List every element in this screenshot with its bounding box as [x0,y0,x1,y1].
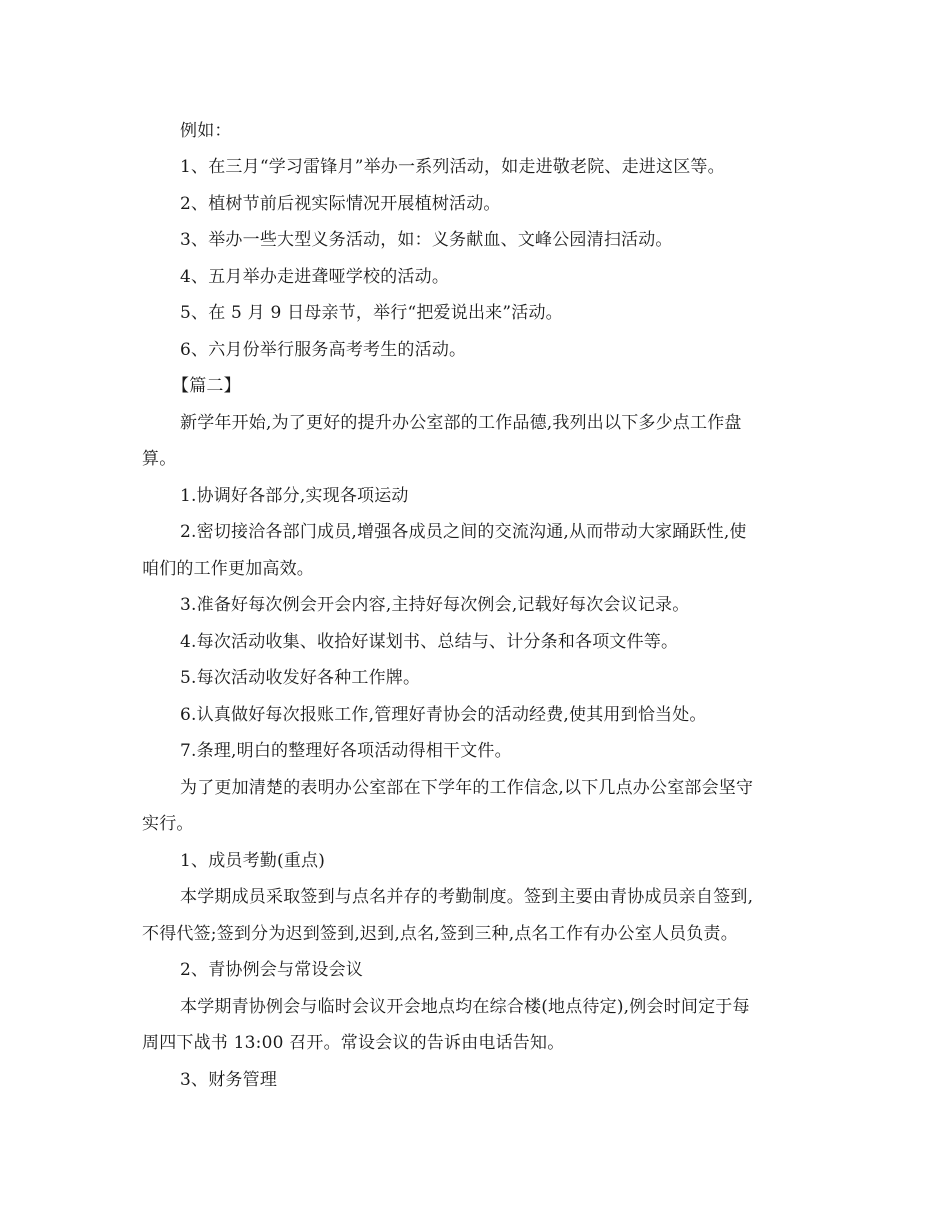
list-item: 2.密切接洽各部门成员,增强各成员之间的交流沟通,从而带动大家踊跃性,使 [180,522,747,542]
list-item: 3、举办一些大型义务活动，如：义务献血、文峰公园清扫活动。 [180,230,673,250]
subsection-heading: 1、成员考勤(重点) [180,851,326,871]
list-item: 7.条理,明白的整理好各项活动得相干文件。 [180,741,512,761]
list-item: 5、在 5 月 9 日母亲节，举行“把爱说出来”活动。 [180,303,563,323]
list-item: 3.准备好每次例会开会内容,主持好每次例会,记载好每次会议记录。 [180,595,690,615]
subsection-heading: 3、财务管理 [180,1070,278,1090]
list-item: 6.认真做好每次报账工作,管理好青协会的活动经费,使其用到恰当处。 [180,705,707,725]
paragraph-line: 本学期成员采取签到与点名并存的考勤制度。签到主要由青协成员亲自签到, [180,887,754,907]
paragraph-line: 本学期青协例会与临时会议开会地点均在综合楼(地点待定),例会时间定于每 [180,997,750,1017]
text-line: 例如： [180,121,232,141]
subsection-heading: 2、青协例会与常设会议 [180,960,364,980]
list-item: 6、六月份举行服务高考考生的活动。 [180,340,467,360]
paragraph-line: 实行。 [142,814,194,834]
paragraph-line: 新学年开始,为了更好的提升办公室部的工作品德,我列出以下多少点工作盘 [180,413,742,433]
paragraph-line: 为了更加清楚的表明办公室部在下学年的工作信念,以下几点办公室部会坚守 [180,778,754,798]
list-item: 5.每次活动收发好各种工作牌。 [180,668,421,688]
list-item: 4.每次活动收集、收拾好谋划书、总结与、计分条和各项文件等。 [180,632,679,652]
paragraph-line: 算。 [142,449,177,469]
list-item: 1、在三月“学习雷锋月”举办一系列活动，如走进敬老院、走进这区等。 [180,157,725,177]
paragraph-line: 周四下战书 13:00 召开。常设会议的告诉由电话告知。 [142,1033,565,1053]
paragraph-line: 不得代签;签到分为迟到签到,迟到,点名,签到三种,点名工作有办公室人员负责。 [142,924,738,944]
list-item: 1.协调好各部分,实现各项运动 [180,486,409,506]
list-item: 2、植树节前后视实际情况开展植树活动。 [180,194,501,214]
list-item: 4、五月举办走进聋哑学校的活动。 [180,267,450,287]
section-heading: 【篇二】 [172,376,241,396]
list-item-continuation: 咱们的工作更加高效。 [142,559,314,579]
